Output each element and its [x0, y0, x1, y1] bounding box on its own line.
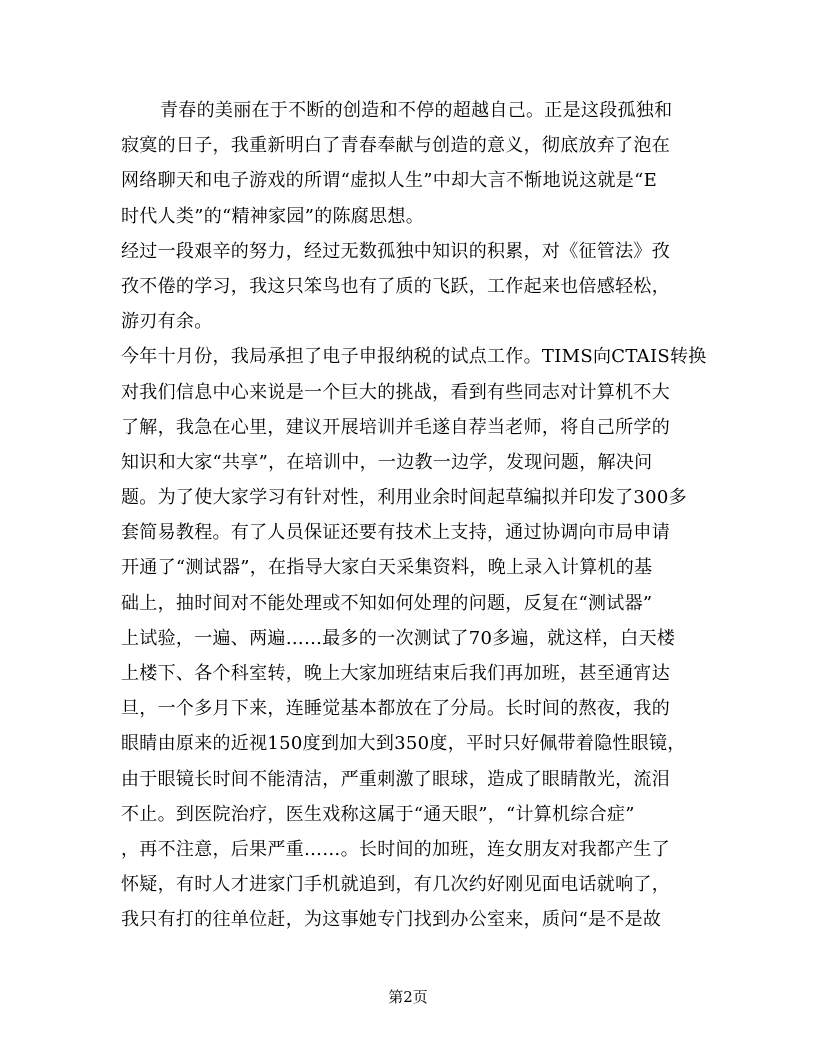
text-line: 知识和大家“共享”，在培训中，一边教一边学，发现问题，解决问 [121, 451, 653, 473]
text-line: 由于眼镜长时间不能清洁，严重刺激了眼球，造成了眼睛散光，流泪 [121, 768, 670, 790]
text-line: 套简易教程。有了人员保证还要有技术上支持，通过协调向市局申请 [121, 522, 670, 544]
page-number: 第2页 [388, 988, 428, 1006]
text-line: 经过一段艰辛的努力，经过无数孤独中知识的积累，对《征管法》孜 [121, 240, 670, 262]
text-line: 眼睛由原来的近视150度到加大到350度，平时只好佩带着隐性眼镜， [121, 733, 686, 755]
body-text [121, 93, 707, 938]
text-line: 开通了“测试器”，在指导大家白天采集资料，晚上录入计算机的基 [121, 557, 653, 579]
text-line: 上楼下、各个科室转，晚上大家加班结束后我们再加班，甚至通宵达 [121, 663, 670, 684]
text-line: 题。为了使大家学习有针对性，利用业余时间起草编拟并印发了300多 [121, 487, 687, 509]
text-line: 础上，抽时间对不能处理或不知如何处理的问题，反复在“测试器” [121, 592, 653, 614]
text-line: 了解，我急在心里，建议开展培训并毛遂自荐当老师，将自己所学的 [121, 416, 670, 438]
text-line: 不止。到医院治疗，医生戏称这属于“通天眼”，“计算机综合症” [121, 803, 635, 825]
text-line: 今年十月份，我局承担了电子申报纳税的试点工作。TIMS向CTAIS转换 [121, 346, 707, 368]
text-line: 网络聊天和电子游戏的所谓“虚拟人生”中却大言不惭地说这就是“E [121, 170, 658, 192]
page-footer [0, 986, 816, 1008]
text-line: ，再不注意，后果严重……。长时间的加班，连女朋友对我都产生了 [121, 838, 670, 860]
text-line: 上试验，一遍、两遍……最多的一次测试了70多遍，就这样，白天楼 [121, 627, 676, 649]
text-line: 旦，一个多月下来，连睡觉基本都放在了分局。长时间的熬夜，我的 [121, 698, 670, 720]
text-line: 寂寞的日子，我重新明白了青春奉献与创造的意义，彻底放弃了泡在 [121, 135, 670, 157]
text-line: 孜不倦的学习，我这只笨鸟也有了质的飞跃，工作起来也倍感轻松， [121, 275, 670, 297]
text-line: 时代人类”的“精神家园”的陈腐思想。 [121, 205, 425, 227]
text-line: 青春的美丽在于不断的创造和不停的超越自己。正是这段孤独和 [160, 100, 673, 121]
text-line: 我只有打的往单位赶，为这事她专门找到办公室来，质问“是不是故 [121, 909, 662, 931]
text-line: 对我们信息中心来说是一个巨大的挑战，看到有些同志对计算机不大 [121, 381, 670, 403]
text-line: 怀疑，有时人才进家门手机就追到，有几次约好刚见面电话就响了， [121, 874, 670, 896]
text-line: 游刃有余。 [121, 311, 213, 333]
